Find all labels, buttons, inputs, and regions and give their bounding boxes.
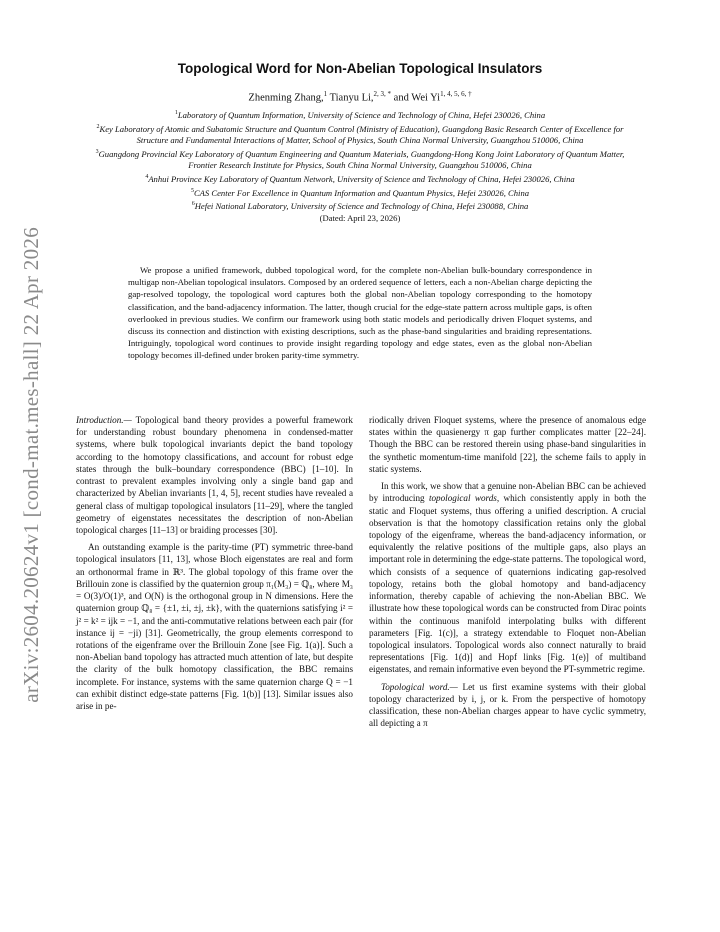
paper-title: Topological Word for Non-Abelian Topological Insulators bbox=[177, 61, 543, 76]
author-name: Zhenming Zhang, bbox=[248, 92, 324, 104]
body-paragraph bbox=[369, 480, 646, 676]
author-affiliation-marker: 1 bbox=[323, 90, 328, 98]
emphasized-term: topological words bbox=[428, 493, 497, 504]
section-runin-heading: Introduction.— bbox=[76, 415, 132, 425]
author-affiliation-marker: 1, 4, 5, 6, † bbox=[440, 90, 472, 98]
affiliation-text: Guangdong Provincial Key Laboratory of Quantum Engineering and Quantum Materials, Guangdong-Hong Kong Joint Laboratory of Quantum Matter, Frontier Research Institute for Physics, South China Normal University, Guangzhou 510006, China bbox=[98, 148, 625, 171]
affiliation-number: 4 bbox=[145, 174, 149, 181]
affiliation-number: 1 bbox=[174, 110, 178, 116]
arxiv-side-stamp bbox=[14, 227, 48, 703]
affiliation-number: 2 bbox=[96, 123, 100, 130]
affiliation bbox=[90, 122, 630, 147]
affiliation-text: Hefei National Laboratory, University of Science and Technology of China, Hefei 230088, China bbox=[194, 201, 529, 212]
affiliation bbox=[90, 199, 630, 213]
arxiv-identifier: arXiv:2604.20624v1 [cond-mat.mes-hall] 22 Apr 2026 bbox=[18, 227, 43, 703]
body-column-right bbox=[369, 414, 646, 734]
paragraph-text: Let us first examine systems with their global topology characterized by i, j, or k. From the perspective of homotopy classification, these non-Abelian charges appear to have cyclic symmetry, all depicting a π bbox=[369, 681, 646, 729]
author-name: Wei Yi bbox=[411, 92, 441, 104]
affiliation-number: 6 bbox=[191, 201, 195, 208]
affiliation bbox=[90, 108, 630, 122]
affiliation-list bbox=[90, 108, 630, 224]
section-runin-heading: Topological word.— bbox=[381, 681, 458, 692]
affiliation-text: Laboratory of Quantum Information, University of Science and Technology of China, Hefei 230026, China bbox=[177, 109, 546, 120]
body-paragraph: An outstanding example is the parity-time (PT) symmetric three-band topological insulators [11, 13], whose Bloch eigenstates are real and form an orthonormal frame in ℝ³. The global topology of this frame over the Brillouin zone is classified by the quaternion group π₁(M₃) = ℚ₈, where M₃ = O(3)/O(1)³, and O(N) is the orthogonal group in N dimensions. Here the quaternion group ℚ₈ = {±1, ±i, ±j, ±k}, with the quaternions satisfying i² = j² = k² = ijk = −1, and the anti-commutative relations between each pair (for instance ij = −ji) [31]. Geometrically, the group elements correspond to rotations of the eigenframe over the Brillouin Zone [see Fig. 1(a)]. Such a non-Abelian band topology has attracted much attention of late, but despite the clarity of the bulk homotopy classification, the BBC remains incomplete. For instance, systems with the same quaternion charge Q = −1 can exhibit distinct edge-state patterns [Fig. 1(b)] [13]. Similar issues also arise in pe- bbox=[76, 542, 353, 712]
body-paragraph: riodically driven Floquet systems, where the presence of anomalous edge states within the quasienergy π gap further complicates matter [22–24]. Though the BBC can be restored therein using phase-band singularities in the synthetic momentum-time manifold [22], the scheme fails to apply in static systems. bbox=[369, 415, 646, 474]
body-paragraph bbox=[76, 414, 353, 536]
affiliation bbox=[90, 172, 630, 186]
author-list bbox=[0, 90, 720, 104]
affiliation-text: Anhui Province Key Laboratory of Quantum Network, University of Science and Technology of China, Hefei 230026, China bbox=[148, 173, 575, 184]
affiliation bbox=[90, 186, 630, 200]
author-conjunction: and bbox=[393, 92, 409, 104]
paragraph-text: , which consistently apply in both the static and Floquet systems, thus offering a unified description. A crucial observation is that the homotopy classification retains only the global topology of the eigenframe, whereas the band-adjacency information, or equivalently the relative positions of the multiple gaps, also plays an important role in determining the edge-state patterns. The topological word, which consists of a sequence of quaternions indicating gap-resolved topology, retains both the global homotopy and band-adjacency information, thereby capable of achieving the non-Abelian BBC. We illustrate how these topological words can be constructed from Dirac points within the continuous manifold interpolating bulks with different parameters [Fig. 1(c)], a strategy extendable to Floquet non-Abelian topological insulators. Topological words also connect naturally to braid representations [Fig. 1(d)] and Hopf links [Fig. 1(e)] of multiband eigenstates, and remain informative even beyond the PT-symmetric regime. bbox=[369, 493, 646, 675]
paragraph-text: In this work, we show that a genuine non-Abelian BBC can be achieved by introducing bbox=[369, 481, 646, 504]
affiliation-text: CAS Center For Excellence in Quantum Information and Quantum Physics, Hefei 230026, China bbox=[193, 187, 530, 198]
affiliation-text: Key Laboratory of Atomic and Subatomic Structure and Quantum Control (Ministry of Education), Guangdong Basic Research Center of Excellence for Structure and Fundamental Interactions of Matter, School of Physics, South China Normal University, Guangzhou 510006, China bbox=[99, 123, 624, 146]
affiliation-number: 3 bbox=[95, 148, 99, 155]
paragraph-text: Topological band theory provides a powerful framework for understanding robust boundary phenomena in condensed-matter systems, where bulk topological invariants depict the band topology according to the homotopy classifications, and account for robust edge states through the bulk–boundary correspondence (BBC) [1–10]. In contrast to prevalent examples involving only a single band gap and characterized by Abelian invariants [1, 4, 5], recent studies have revealed a general class of multigap topological insulators [11–29], where the tangled geometry of eigenstates necessitates the description of non-Abelian topological charges [11–13] or braiding processes [30]. bbox=[76, 415, 353, 535]
body-paragraph bbox=[369, 681, 646, 730]
author-affiliation-marker: 2, 3, * bbox=[373, 90, 392, 98]
abstract: We propose a unified framework, dubbed topological word, for the complete non-Abelian bulk-boundary correspondence in multigap non-Abelian topological insulators. Composed by an ordered sequence of letters, each a non-Abelian charge depicting the gap-resolved topology, the topological word captures both the global non-Abelian topology corresponding to the homotopy classification, and the band-adjacency information. The latter, though crucial for the edge-state pattern across multiple gaps, is often overlooked in previous studies. We confirm our framework using both static models and periodically driven Floquet systems, and discuss its connection and distinction with existing descriptions, such as the phase-band singularities and braiding representations. Intriguingly, topological word continues to provide insight regarding topology and edge states, even as the global non-Abelian topology becomes ill-defined under broken parity-time symmetry. bbox=[128, 265, 592, 361]
body-column-left bbox=[76, 414, 353, 717]
date-line: (Dated: April 23, 2026) bbox=[319, 212, 401, 223]
affiliation-number: 5 bbox=[190, 187, 194, 194]
affiliation bbox=[90, 147, 630, 172]
author-name: Tianyu Li, bbox=[329, 92, 374, 104]
